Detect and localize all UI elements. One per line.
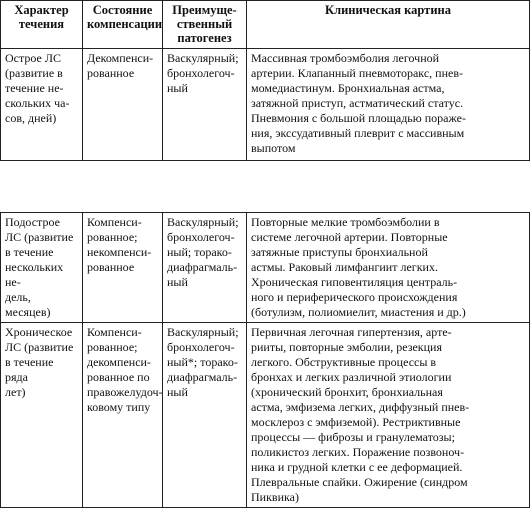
row-course: Острое ЛС (развитие в течение не- скольких ча- сов, дней) — [1, 49, 83, 161]
row-clinical: Первичная легочная гипертензия, арте- рииты, повторные эмболии, резекция легкого. Обструктивные процессы в бронхах и легких различной этиологии (хронический бронхит, бронхиальная астма, эмфизема легких, диффузный пнев- москлероз с эмфиземой). Рестриктивные процессы — фиброзы и гранулематозы; поликистоз легких. Поражение позвоноч- ника и грудной клетки с ее деформацией. Плевральные спайки. Ожирение (синдром Пиквика) — [247, 323, 530, 508]
table-part-1 — [0, 0, 530, 161]
table-row — [1, 49, 530, 161]
row-course: Хроническое ЛС (развитие в течение ряда лет) — [1, 323, 83, 508]
row-course: Подострое ЛС (развитие в течение нескольких не- дель, месяцев) — [1, 213, 83, 323]
header-row — [1, 1, 530, 49]
row-compensation: Декомпенси- рованное — [83, 49, 163, 161]
header-clinical: Клиническая картина — [247, 1, 530, 49]
header-course: Характер течения — [1, 1, 83, 49]
row-pathogenesis: Васкулярный; бронхолегоч- ный*; торако- диафрагмаль- ный — [163, 323, 247, 508]
table-part-2 — [0, 212, 530, 508]
header-compensation: Состояние компенсации — [83, 1, 163, 49]
row-compensation: Компенси- рованное; декомпенси- рованное по правожелудоч- ковому типу — [83, 323, 163, 508]
row-clinical: Массивная тромбоэмболия легочной артерии. Клапанный пневмоторакс, пнев- момедиастинум. Бронхиальная астма, затяжной приступ, астматический статус. Пневмония с большой площадью пораже- ния, экссудативный плеврит с массивным выпотом — [247, 49, 530, 161]
row-pathogenesis: Васкулярный; бронхолегоч- ный — [163, 49, 247, 161]
row-compensation: Компенси- рованное; некомпенси- рованное — [83, 213, 163, 323]
header-pathogenesis: Преимуще- ственный патогенез — [163, 1, 247, 49]
table-row — [1, 213, 530, 323]
row-pathogenesis: Васкулярный; бронхолегоч- ный; торако- диафрагмаль- ный — [163, 213, 247, 323]
row-clinical: Повторные мелкие тромбоэмболии в системе легочной артерии. Повторные затяжные приступы бронхиальной астмы. Раковый лимфангиит легких. Хроническая гиповентиляция централь- ного и периферического происхождения (ботулизм, полиомиелит, миастения и др.) — [247, 213, 530, 323]
table-row — [1, 323, 530, 508]
